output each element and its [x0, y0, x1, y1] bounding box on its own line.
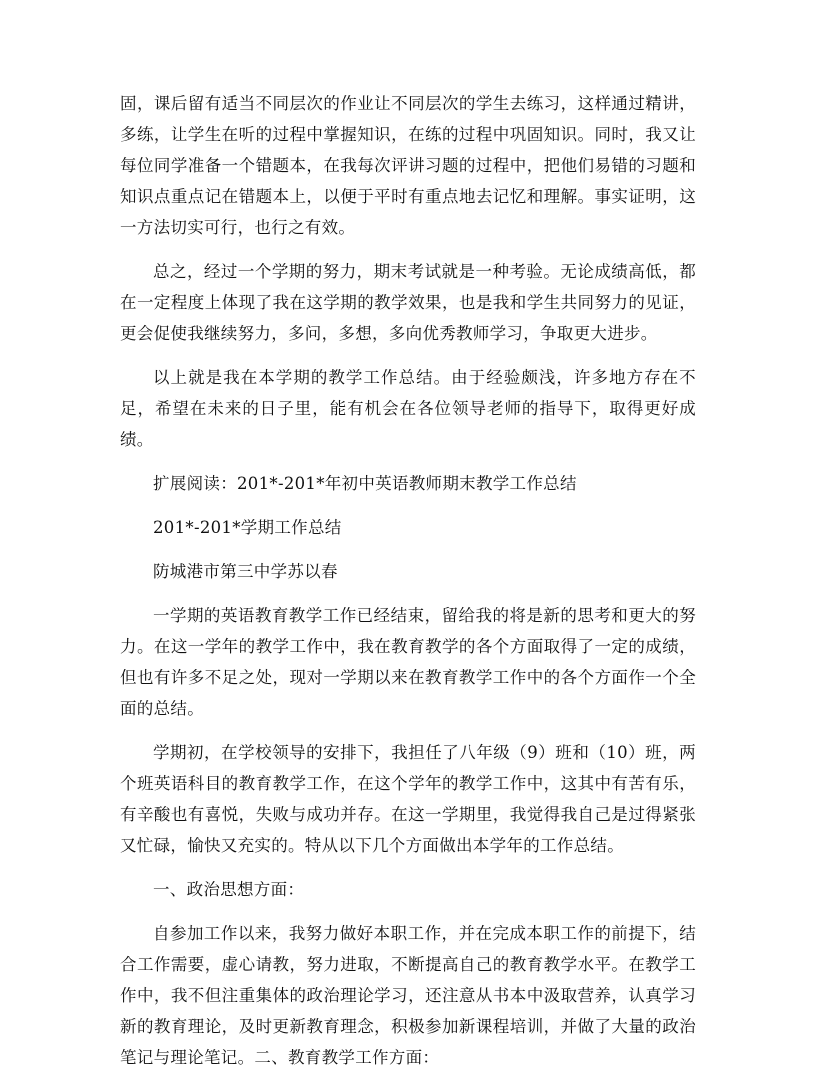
paragraph-intro: 一学期的英语教育教学工作已经结束，留给我的将是新的思考和更大的努力。在这一学年的教学工作中，我在教育教学的各个方面取得了一定的成绩，但也有许多不足之处，现对一学期以来在教育教学工作中的各个方面作一个全面的总结。	[120, 606, 696, 718]
paragraph-summary: 总之，经过一个学期的努力，期末考试就是一种考验。无论成绩高低，都在一定程度上体现了我在这学期的教学效果，也是我和学生共同努力的见证，更会促使我继续努力，多问，多想，多向优秀教师学习，争取更大进步。	[120, 262, 696, 343]
paragraph-closing: 以上就是我在本学期的教学工作总结。由于经验颇浅，许多地方存在不足，希望在未来的日子里，能有机会在各位领导老师的指导下，取得更好成绩。	[120, 368, 696, 449]
document-body	[120, 88, 696, 1086]
document-subtitle: 201*-201*学期工作总结	[153, 518, 342, 537]
paragraph-politics: 自参加工作以来，我努力做好本职工作，并在完成本职工作的前提下，结合工作需要，虚心请教，努力进取，不断提高自己的教育教学水平。在教学工作中，我不但注重集体的政治理论学习，还注意从书本中汲取营养，认真学习新的教育理论，及时更新教育理念，积极参加新课程培训，并做了大量的政治笔记与理论笔记。二、教育教学工作方面：	[120, 924, 696, 1067]
section-heading-politics: 一、政治思想方面：	[153, 880, 305, 899]
paragraph-continuation: 固，课后留有适当不同层次的作业让不同层次的学生去练习，这样通过精讲，多练，让学生在听的过程中掌握知识，在练的过程中巩固知识。同时，我又让每位同学准备一个错题本，在我每次评讲习题的过程中，把他们易错的习题和知识点重点记在错题本上，以便于平时有重点地去记忆和理解。事实证明，这一方法切实可行，也行之有效。	[120, 94, 696, 237]
paragraph-semester-start: 学期初，在学校领导的安排下，我担任了八年级（9）班和（10）班，两个班英语科目的教育教学工作，在这个学年的教学工作中，这其中有苦有乐，有辛酸也有喜悦，失败与成功并存。在这一学期里，我觉得我自己是过得紧张又忙碌，愉快又充实的。特从以下几个方面做出本学年的工作总结。	[120, 743, 696, 855]
author-line: 防城港市第三中学苏以春	[153, 562, 338, 581]
extended-reading-heading: 扩展阅读：201*-201*年初中英语教师期末教学工作总结	[153, 474, 577, 493]
